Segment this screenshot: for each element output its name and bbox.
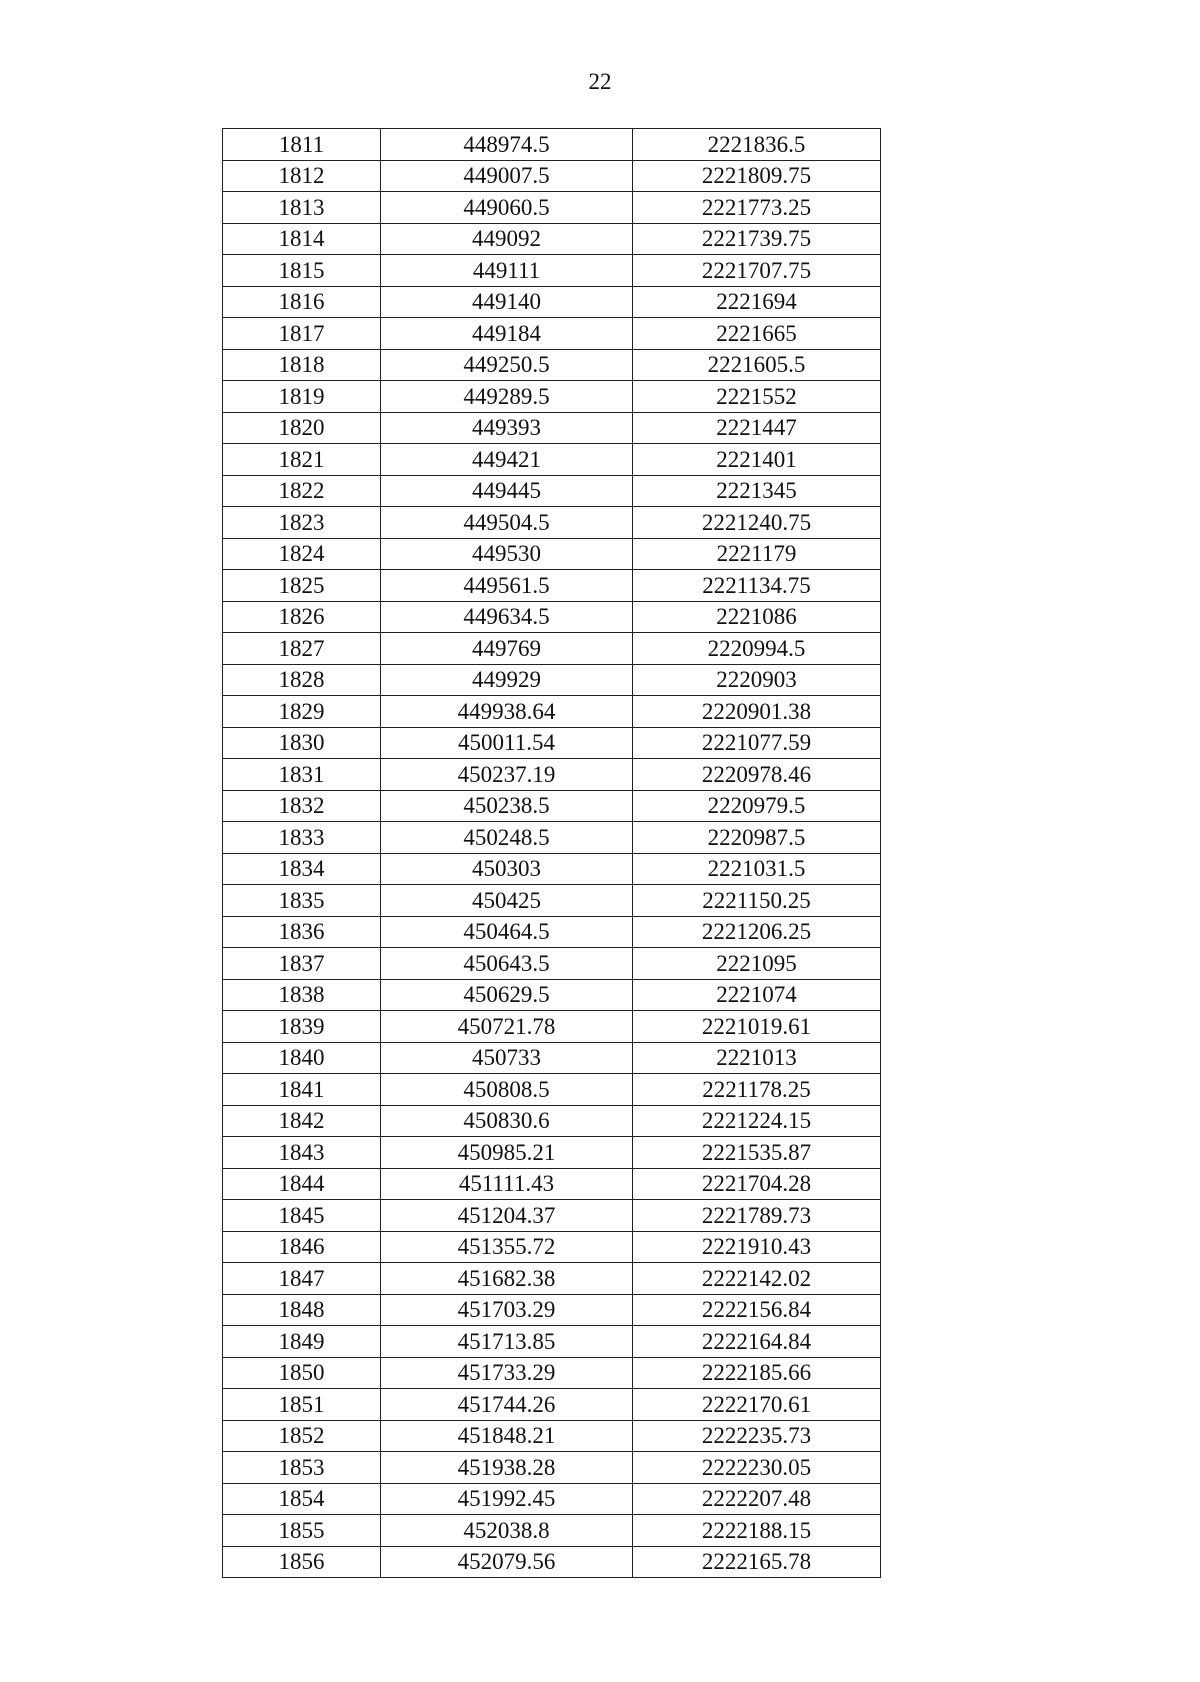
table-row [223, 1263, 881, 1295]
y-coordinate-cell: 2221019.61 [633, 1011, 881, 1043]
point-number-cell: 1844 [223, 1168, 381, 1200]
x-coordinate-cell: 451744.26 [381, 1389, 633, 1421]
y-coordinate-cell: 2221178.25 [633, 1074, 881, 1106]
y-coordinate-cell: 2221739.75 [633, 223, 881, 255]
point-number-cell: 1832 [223, 790, 381, 822]
table-row [223, 633, 881, 665]
y-coordinate-cell: 2222142.02 [633, 1263, 881, 1295]
x-coordinate-cell: 448974.5 [381, 129, 633, 161]
y-coordinate-cell: 2221605.5 [633, 349, 881, 381]
x-coordinate-cell: 449421 [381, 444, 633, 476]
x-coordinate-cell: 451111.43 [381, 1168, 633, 1200]
table-row [223, 381, 881, 413]
y-coordinate-cell: 2221150.25 [633, 885, 881, 917]
x-coordinate-cell: 450985.21 [381, 1137, 633, 1169]
x-coordinate-cell: 449938.64 [381, 696, 633, 728]
y-coordinate-cell: 2221789.73 [633, 1200, 881, 1232]
table-row [223, 727, 881, 759]
table-row [223, 916, 881, 948]
point-number-cell: 1836 [223, 916, 381, 948]
table-row [223, 349, 881, 381]
table-row [223, 538, 881, 570]
x-coordinate-cell: 449561.5 [381, 570, 633, 602]
x-coordinate-cell: 451355.72 [381, 1231, 633, 1263]
table-row [223, 255, 881, 287]
point-number-cell: 1827 [223, 633, 381, 665]
y-coordinate-cell: 2221224.15 [633, 1105, 881, 1137]
x-coordinate-cell: 449250.5 [381, 349, 633, 381]
point-number-cell: 1818 [223, 349, 381, 381]
point-number-cell: 1813 [223, 192, 381, 224]
y-coordinate-cell: 2222164.84 [633, 1326, 881, 1358]
point-number-cell: 1833 [223, 822, 381, 854]
table-row [223, 1105, 881, 1137]
y-coordinate-cell: 2221240.75 [633, 507, 881, 539]
point-number-cell: 1848 [223, 1294, 381, 1326]
x-coordinate-cell: 449111 [381, 255, 633, 287]
y-coordinate-cell: 2222188.15 [633, 1515, 881, 1547]
point-number-cell: 1822 [223, 475, 381, 507]
table-row [223, 223, 881, 255]
y-coordinate-cell: 2221086 [633, 601, 881, 633]
point-number-cell: 1851 [223, 1389, 381, 1421]
y-coordinate-cell: 2221077.59 [633, 727, 881, 759]
table-row [223, 1420, 881, 1452]
point-number-cell: 1816 [223, 286, 381, 318]
point-number-cell: 1826 [223, 601, 381, 633]
page-number: 22 [588, 69, 612, 94]
table-row [223, 318, 881, 350]
point-number-cell: 1839 [223, 1011, 381, 1043]
table-row [223, 1546, 881, 1578]
point-number-cell: 1831 [223, 759, 381, 791]
point-number-cell: 1812 [223, 160, 381, 192]
y-coordinate-cell: 2222170.61 [633, 1389, 881, 1421]
x-coordinate-cell: 449504.5 [381, 507, 633, 539]
x-coordinate-cell: 450643.5 [381, 948, 633, 980]
y-coordinate-cell: 2222185.66 [633, 1357, 881, 1389]
y-coordinate-cell: 2220979.5 [633, 790, 881, 822]
point-number-cell: 1856 [223, 1546, 381, 1578]
y-coordinate-cell: 2221707.75 [633, 255, 881, 287]
point-number-cell: 1835 [223, 885, 381, 917]
point-number-cell: 1850 [223, 1357, 381, 1389]
x-coordinate-cell: 450425 [381, 885, 633, 917]
x-coordinate-cell: 451733.29 [381, 1357, 633, 1389]
point-number-cell: 1845 [223, 1200, 381, 1232]
y-coordinate-cell: 2220901.38 [633, 696, 881, 728]
x-coordinate-cell: 450237.19 [381, 759, 633, 791]
table-row [223, 696, 881, 728]
point-number-cell: 1834 [223, 853, 381, 885]
point-number-cell: 1855 [223, 1515, 381, 1547]
table-row [223, 1452, 881, 1484]
y-coordinate-cell: 2221134.75 [633, 570, 881, 602]
point-number-cell: 1815 [223, 255, 381, 287]
x-coordinate-cell: 449007.5 [381, 160, 633, 192]
table-row [223, 475, 881, 507]
table-row [223, 1357, 881, 1389]
x-coordinate-cell: 451204.37 [381, 1200, 633, 1232]
point-number-cell: 1837 [223, 948, 381, 980]
y-coordinate-cell: 2222230.05 [633, 1452, 881, 1484]
y-coordinate-cell: 2221345 [633, 475, 881, 507]
table-row [223, 885, 881, 917]
table-row [223, 1074, 881, 1106]
y-coordinate-cell: 2221809.75 [633, 160, 881, 192]
table-row [223, 790, 881, 822]
table-row [223, 853, 881, 885]
table-row [223, 948, 881, 980]
point-number-cell: 1854 [223, 1483, 381, 1515]
point-number-cell: 1814 [223, 223, 381, 255]
point-number-cell: 1830 [223, 727, 381, 759]
y-coordinate-cell: 2221910.43 [633, 1231, 881, 1263]
table-row [223, 1200, 881, 1232]
point-number-cell: 1853 [223, 1452, 381, 1484]
x-coordinate-cell: 450721.78 [381, 1011, 633, 1043]
x-coordinate-cell: 450733 [381, 1042, 633, 1074]
x-coordinate-cell: 449184 [381, 318, 633, 350]
point-number-cell: 1824 [223, 538, 381, 570]
y-coordinate-cell: 2221031.5 [633, 853, 881, 885]
y-coordinate-cell: 2220987.5 [633, 822, 881, 854]
x-coordinate-cell: 451703.29 [381, 1294, 633, 1326]
point-number-cell: 1841 [223, 1074, 381, 1106]
y-coordinate-cell: 2221074 [633, 979, 881, 1011]
x-coordinate-cell: 451682.38 [381, 1263, 633, 1295]
table-row [223, 1011, 881, 1043]
table-row [223, 129, 881, 161]
point-number-cell: 1842 [223, 1105, 381, 1137]
table-row [223, 979, 881, 1011]
table-row [223, 822, 881, 854]
x-coordinate-cell: 451848.21 [381, 1420, 633, 1452]
point-number-cell: 1821 [223, 444, 381, 476]
x-coordinate-cell: 449289.5 [381, 381, 633, 413]
table-row [223, 1231, 881, 1263]
x-coordinate-cell: 450303 [381, 853, 633, 885]
point-number-cell: 1838 [223, 979, 381, 1011]
table-body [223, 129, 881, 1578]
x-coordinate-cell: 451992.45 [381, 1483, 633, 1515]
y-coordinate-cell: 2221013 [633, 1042, 881, 1074]
x-coordinate-cell: 449445 [381, 475, 633, 507]
table-row [223, 1483, 881, 1515]
table-row [223, 1168, 881, 1200]
point-number-cell: 1819 [223, 381, 381, 413]
point-number-cell: 1843 [223, 1137, 381, 1169]
coordinates-table [222, 128, 881, 1578]
x-coordinate-cell: 450808.5 [381, 1074, 633, 1106]
point-number-cell: 1840 [223, 1042, 381, 1074]
y-coordinate-cell: 2221179 [633, 538, 881, 570]
x-coordinate-cell: 451713.85 [381, 1326, 633, 1358]
point-number-cell: 1823 [223, 507, 381, 539]
table-row [223, 1389, 881, 1421]
table-row [223, 412, 881, 444]
y-coordinate-cell: 2220994.5 [633, 633, 881, 665]
table-row [223, 1294, 881, 1326]
point-number-cell: 1852 [223, 1420, 381, 1452]
x-coordinate-cell: 450464.5 [381, 916, 633, 948]
table-row [223, 160, 881, 192]
y-coordinate-cell: 2221535.87 [633, 1137, 881, 1169]
x-coordinate-cell: 449530 [381, 538, 633, 570]
point-number-cell: 1829 [223, 696, 381, 728]
y-coordinate-cell: 2221694 [633, 286, 881, 318]
table-row [223, 1042, 881, 1074]
y-coordinate-cell: 2221206.25 [633, 916, 881, 948]
x-coordinate-cell: 449769 [381, 633, 633, 665]
x-coordinate-cell: 449634.5 [381, 601, 633, 633]
y-coordinate-cell: 2221401 [633, 444, 881, 476]
y-coordinate-cell: 2220903 [633, 664, 881, 696]
point-number-cell: 1849 [223, 1326, 381, 1358]
y-coordinate-cell: 2221447 [633, 412, 881, 444]
point-number-cell: 1828 [223, 664, 381, 696]
table-row [223, 601, 881, 633]
x-coordinate-cell: 452079.56 [381, 1546, 633, 1578]
table-row [223, 1326, 881, 1358]
x-coordinate-cell: 450238.5 [381, 790, 633, 822]
y-coordinate-cell: 2222156.84 [633, 1294, 881, 1326]
point-number-cell: 1817 [223, 318, 381, 350]
x-coordinate-cell: 452038.8 [381, 1515, 633, 1547]
y-coordinate-cell: 2222235.73 [633, 1420, 881, 1452]
table-row [223, 1515, 881, 1547]
x-coordinate-cell: 450011.54 [381, 727, 633, 759]
point-number-cell: 1820 [223, 412, 381, 444]
x-coordinate-cell: 449393 [381, 412, 633, 444]
table-row [223, 1137, 881, 1169]
y-coordinate-cell: 2221773.25 [633, 192, 881, 224]
y-coordinate-cell: 2221704.28 [633, 1168, 881, 1200]
x-coordinate-cell: 450248.5 [381, 822, 633, 854]
point-number-cell: 1811 [223, 129, 381, 161]
table-row [223, 444, 881, 476]
table-row [223, 664, 881, 696]
x-coordinate-cell: 450830.6 [381, 1105, 633, 1137]
x-coordinate-cell: 449929 [381, 664, 633, 696]
y-coordinate-cell: 2220978.46 [633, 759, 881, 791]
y-coordinate-cell: 2222165.78 [633, 1546, 881, 1578]
point-number-cell: 1846 [223, 1231, 381, 1263]
table-row [223, 507, 881, 539]
point-number-cell: 1825 [223, 570, 381, 602]
table-row [223, 759, 881, 791]
x-coordinate-cell: 449060.5 [381, 192, 633, 224]
y-coordinate-cell: 2221552 [633, 381, 881, 413]
y-coordinate-cell: 2221095 [633, 948, 881, 980]
table-row [223, 286, 881, 318]
y-coordinate-cell: 2222207.48 [633, 1483, 881, 1515]
table-row [223, 192, 881, 224]
x-coordinate-cell: 449140 [381, 286, 633, 318]
y-coordinate-cell: 2221836.5 [633, 129, 881, 161]
x-coordinate-cell: 450629.5 [381, 979, 633, 1011]
x-coordinate-cell: 449092 [381, 223, 633, 255]
point-number-cell: 1847 [223, 1263, 381, 1295]
table-row [223, 570, 881, 602]
x-coordinate-cell: 451938.28 [381, 1452, 633, 1484]
y-coordinate-cell: 2221665 [633, 318, 881, 350]
